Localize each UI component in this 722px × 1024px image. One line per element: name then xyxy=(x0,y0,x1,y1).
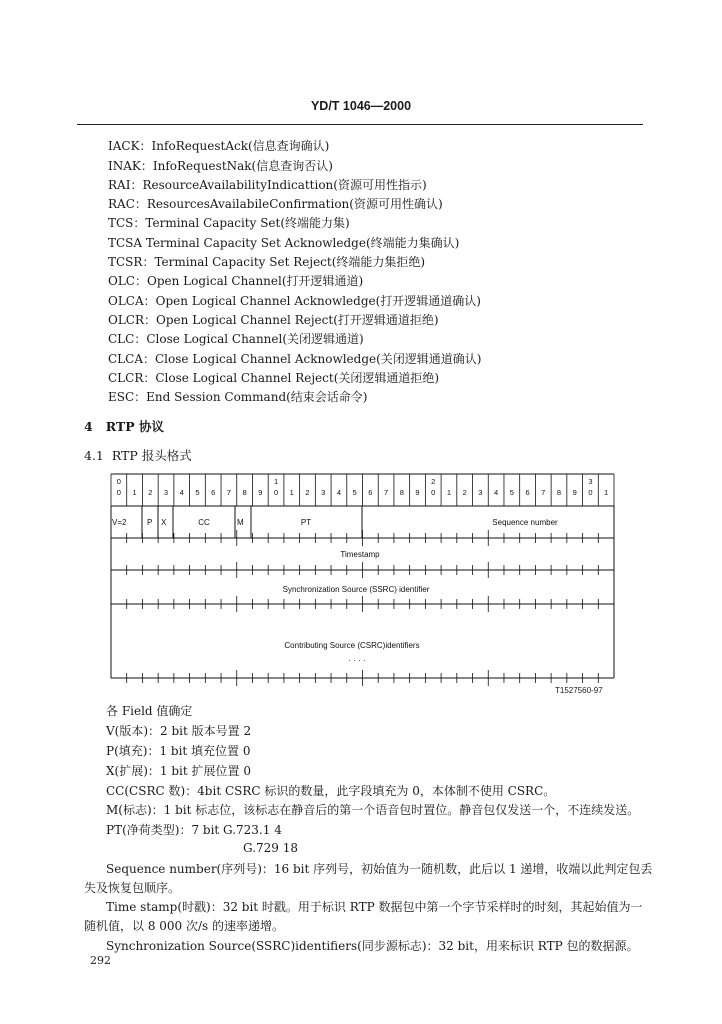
bit-number-label: 0 xyxy=(431,488,436,497)
bit-number-label: 8 xyxy=(556,488,562,497)
abbr-rac: RAC：ResourcesAvailabileConfirmation(资源可用性确认) xyxy=(108,197,443,211)
field-p-definition: P(填充)：1 bit 填充位置 0 xyxy=(106,744,251,758)
field-csrc: Contributing Source (CSRC)identifiers xyxy=(284,641,420,650)
bit-number-label: 8 xyxy=(399,488,404,497)
abbr-rai: RAI：ResourceAvailabilityIndicattion(资源可用性指示) xyxy=(108,178,427,192)
field-p: P xyxy=(147,518,153,527)
bit-number-label: 4 xyxy=(179,488,184,497)
sequence-paragraph-line-2: 失及恢复包顺序。 xyxy=(84,881,181,895)
field-v-definition: V(版本)：2 bit 版本号置 2 xyxy=(106,724,252,738)
section-title: RTP 协议 xyxy=(105,419,164,434)
field-v: V=2 xyxy=(112,518,127,527)
bit-number-label: 9 xyxy=(572,488,577,497)
field-ssrc: Synchronization Source (SSRC) identifier xyxy=(282,585,430,594)
abbr-clc: CLC：Close Logical Channel(关闭逻辑通道) xyxy=(108,332,364,346)
abbr-olcr: OLCR：Open Logical Channel Reject(打开逻辑通道拒绝) xyxy=(108,313,439,327)
bit-number-label: 3 xyxy=(321,488,326,497)
figure-id: T1527560-97 xyxy=(555,686,603,695)
bit-number-label: 1 xyxy=(132,488,137,497)
csrc-ellipsis: · · · · xyxy=(348,656,366,665)
field-cc-definition: CC(CSRC 数)：4bit CSRC 标识的数量，此字段填充为 0，本体制不使用 CSRC。 xyxy=(106,784,556,798)
field-x-definition: X(扩展)：1 bit 扩展位置 0 xyxy=(106,764,251,778)
field-m-definition: M(标志)：1 bit 标志位，该标志在静音后的第一个语音包时置位。静音包仅发送一个，不连续发送。 xyxy=(106,803,640,817)
field-pt-definition: PT(净荷类型)：7 bit G.723.1 4 xyxy=(106,823,282,837)
field-labels xyxy=(112,518,558,665)
abbr-clca: CLCA：Close Logical Channel Acknowledge(关闭逻辑通道确认) xyxy=(108,352,482,366)
abbr-tcsr: TCSR：Terminal Capacity Set Reject(终端能力集拒绝) xyxy=(108,255,426,269)
bit-number-label: 2 xyxy=(462,488,467,497)
ssrc-paragraph: Synchronization Source(SSRC)identifiers(同步源标志)：32 bit，用来标识 RTP 包的数据源。 xyxy=(106,939,639,953)
abbr-clcr: CLCR：Close Logical Channel Reject(关闭逻辑通道拒绝) xyxy=(108,371,440,385)
timestamp-paragraph-line-2: 随机值，以 8 000 次/s 的速率递增。 xyxy=(84,919,284,933)
bit-number-label: 2 xyxy=(305,488,310,497)
field-x: X xyxy=(161,518,167,527)
bit-number-label: 2 xyxy=(148,488,153,497)
section-number: 4 xyxy=(84,419,93,434)
bit-number-label: 6 xyxy=(368,488,373,497)
bit-scale xyxy=(111,474,614,506)
abbr-esc: ESC：End Session Command(结束会话命令) xyxy=(108,390,368,404)
abbr-tcsa: TCSA Terminal Capacity Set Acknowledge(终端能力集确认) xyxy=(108,236,460,250)
bit-number-label: 0 xyxy=(588,488,593,497)
field-pt-g729: G.729 18 xyxy=(243,841,298,855)
abbr-tcs: TCS：Terminal Capacity Set(终端能力集) xyxy=(108,216,350,230)
field-pt: PT xyxy=(300,518,312,527)
bit-tens-digit: 2 xyxy=(431,477,436,486)
timestamp-paragraph-line-1: Time stamp(时戳)：32 bit 时戳。用于标识 RTP 数据包中第一个字节采样时的时刻，其起始值为一 xyxy=(106,900,643,914)
abbr-inak: INAK：InfoRequestNak(信息查询否认) xyxy=(108,159,333,173)
bit-number-label: 3 xyxy=(163,488,169,497)
bit-number-label: 5 xyxy=(509,488,514,497)
bit-number-label: 9 xyxy=(415,488,420,497)
bit-number-label: 1 xyxy=(289,488,294,497)
bit-number-label: 4 xyxy=(336,488,342,497)
abbr-olca: OLCA：Open Logical Channel Acknowledge(打开逻辑通道确认) xyxy=(108,294,481,308)
bit-number-label: 1 xyxy=(604,488,609,497)
bit-number-label: 4 xyxy=(494,488,499,497)
page-number: 292 xyxy=(90,954,111,967)
field-heading: 各 Field 值确定 xyxy=(106,704,193,718)
field-timestamp: Timestamp xyxy=(340,550,380,559)
field-sequence-number: Sequence number xyxy=(492,518,558,527)
bit-number-label: 0 xyxy=(116,488,121,497)
bit-number-label: 0 xyxy=(273,488,279,497)
bit-number-label: 5 xyxy=(195,488,200,497)
bit-tens-digit: 3 xyxy=(588,477,593,486)
subsection-title: RTP 报头格式 xyxy=(111,448,192,463)
abbr-iack: IACK：InfoRequestAck(信息查询确认) xyxy=(108,139,330,153)
subsection-number: 4.1 xyxy=(84,448,104,463)
bit-number-label: 7 xyxy=(226,488,231,497)
bit-number-label: 7 xyxy=(383,488,389,497)
bit-number-label: 5 xyxy=(352,488,357,497)
field-m: M xyxy=(237,518,244,527)
field-cc: CC xyxy=(198,518,210,527)
bit-number-label: 8 xyxy=(242,488,247,497)
page-header: YD/T 1046—2000 xyxy=(310,99,412,113)
bit-number-label: 3 xyxy=(478,488,483,497)
bit-tens-digit: 1 xyxy=(273,477,279,486)
bit-number-label: 1 xyxy=(446,488,452,497)
abbr-olc: OLC：Open Logical Channel(打开逻辑通道) xyxy=(108,274,364,288)
sequence-paragraph-line-1: Sequence number(序列号)：16 bit 序列号，初始值为一随机数，此后以 1 递增，收端以此判定包丢 xyxy=(106,862,653,876)
bit-number-label: 6 xyxy=(211,488,216,497)
bit-number-label: 9 xyxy=(258,488,263,497)
bit-tens-digit: 0 xyxy=(116,477,121,486)
bit-number-label: 6 xyxy=(525,488,530,497)
bit-number-label: 7 xyxy=(541,488,546,497)
